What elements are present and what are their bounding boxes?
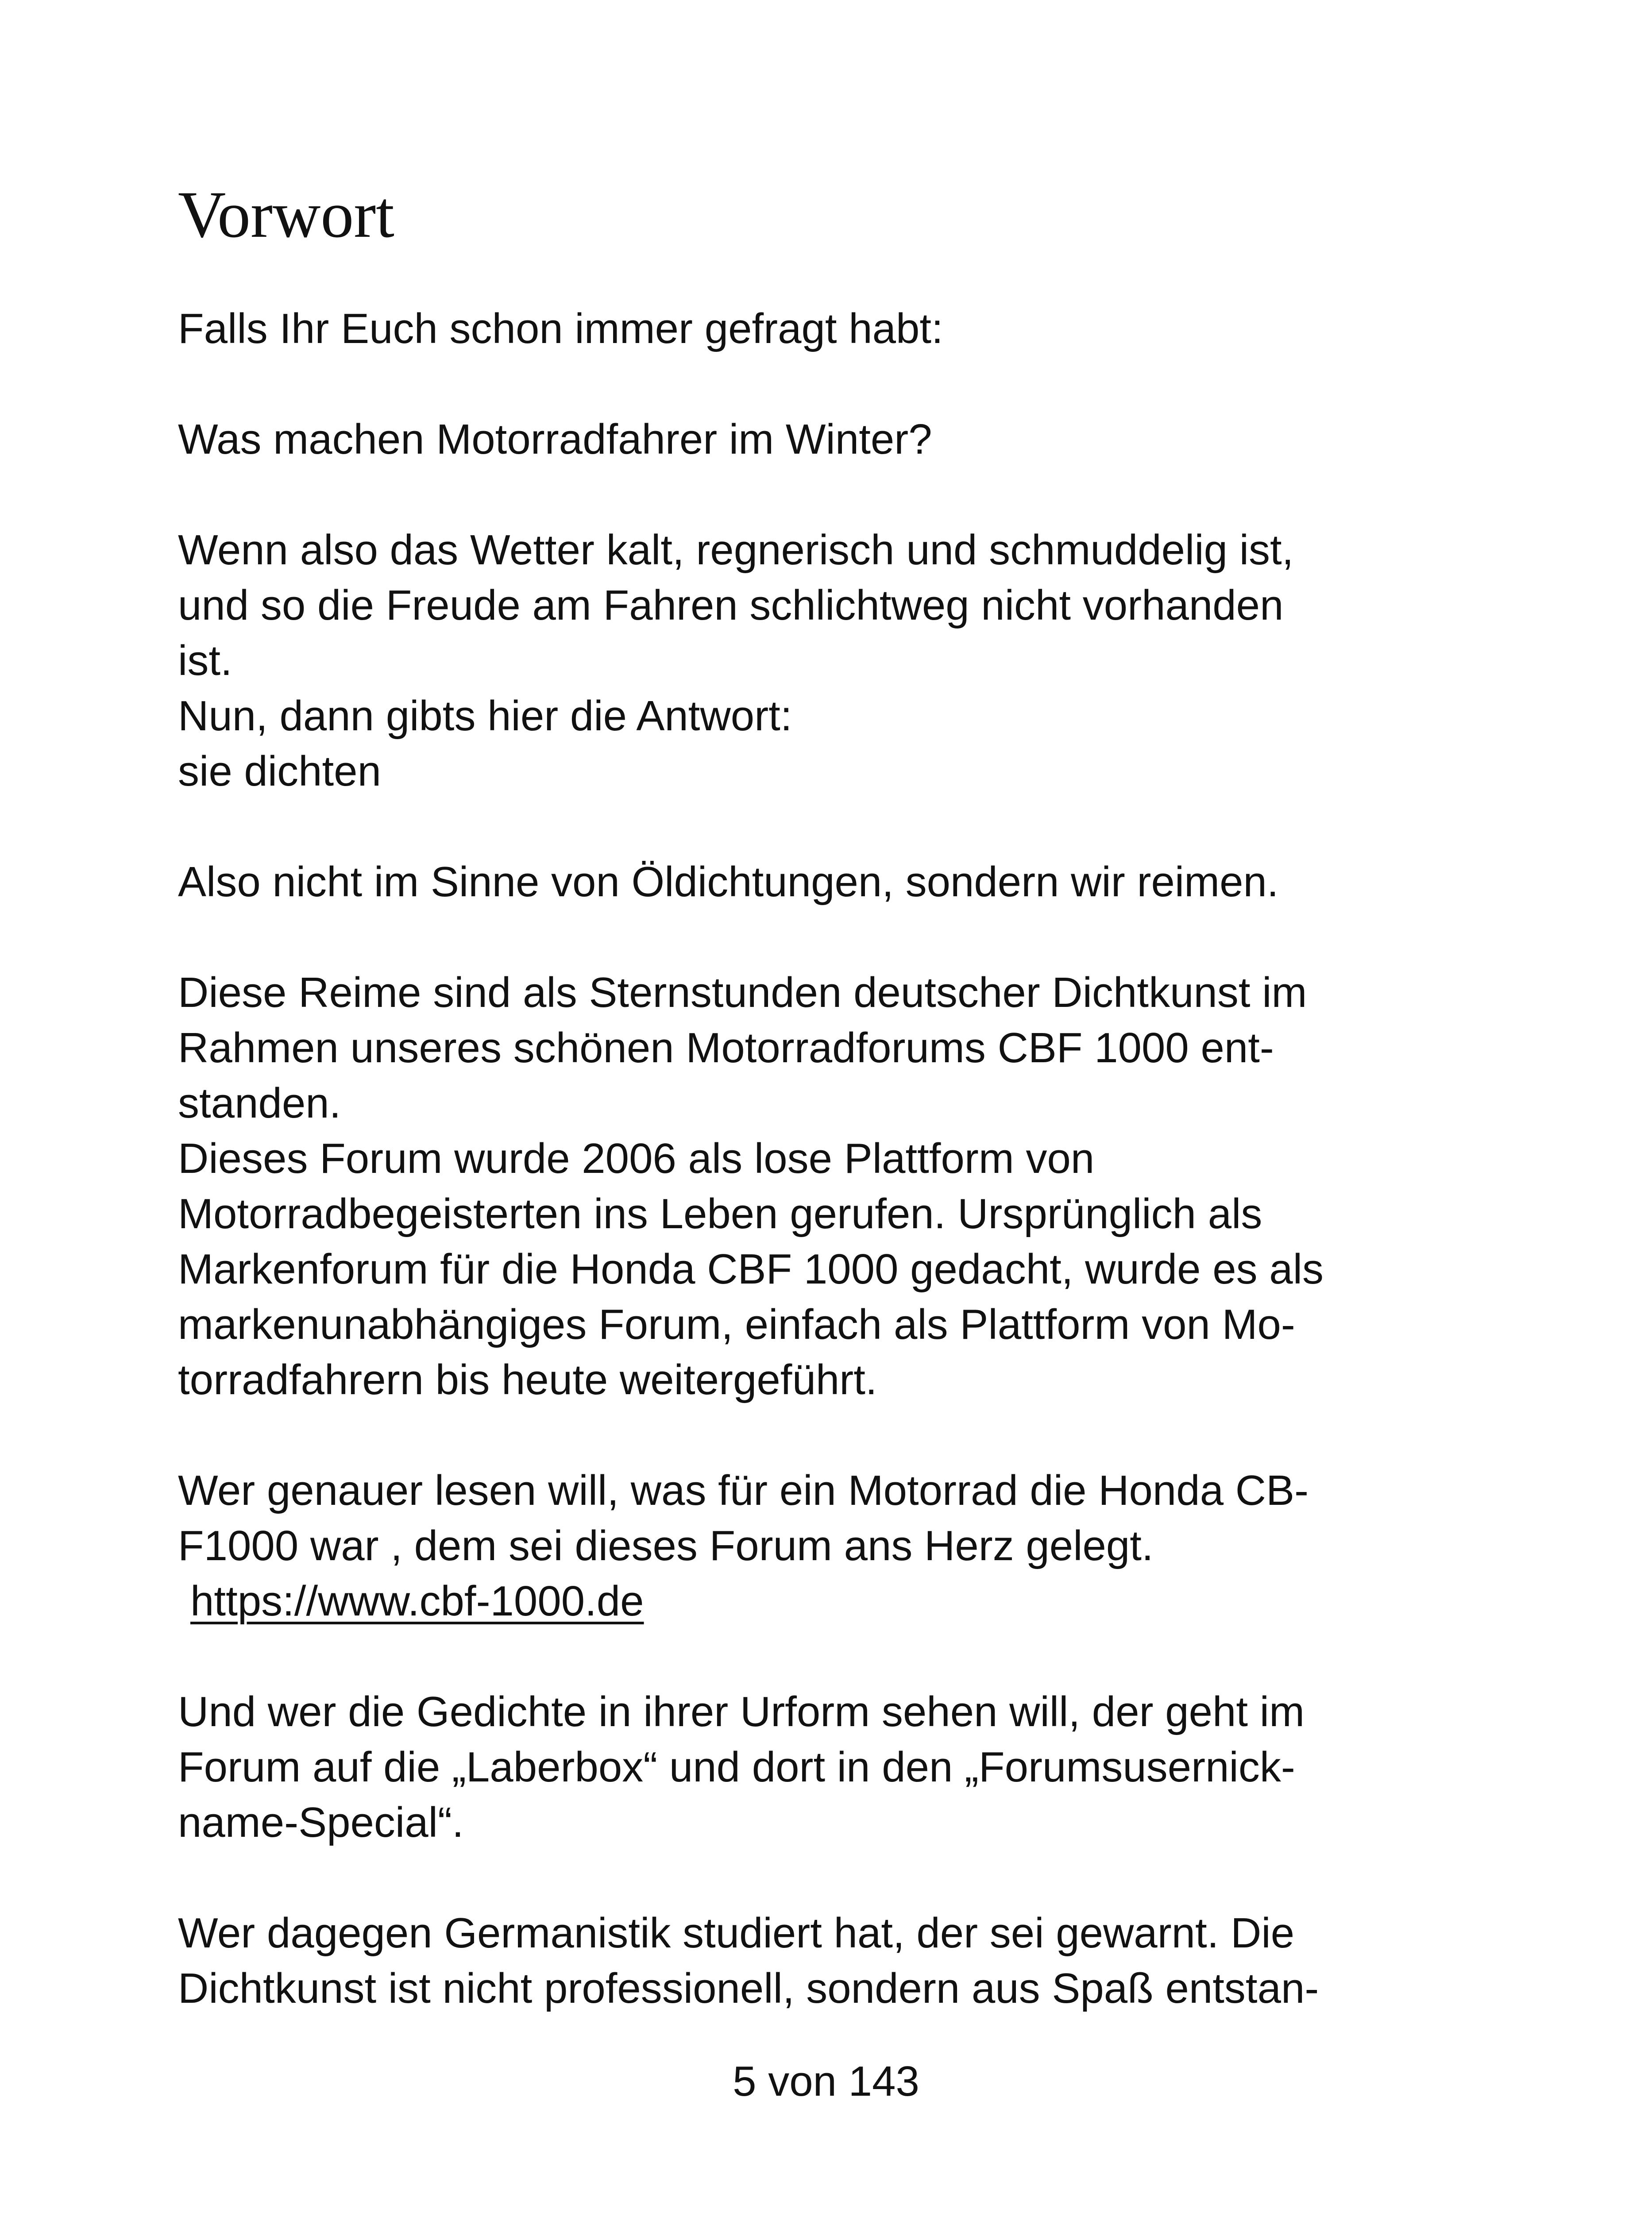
text-line: Was machen Motorradfahrer im Winter?	[178, 416, 932, 463]
text-line: name-Special“.	[178, 1799, 464, 1846]
text-line: Motorradbegeisterten ins Leben gerufen. Ursprünglich als	[178, 1190, 1262, 1238]
link-line	[190, 1573, 644, 1629]
text-line: Nun, dann gibts hier die Antwort:	[178, 692, 792, 740]
forum-link[interactable]: https://www.cbf-1000.de	[190, 1577, 644, 1625]
text-line: Also nicht im Sinne von Öldichtungen, sondern wir reimen.	[178, 858, 1279, 906]
text-line: Rahmen unseres schönen Motorradforums CBF 1000 ent-	[178, 1024, 1274, 1072]
text-line: F1000 war , dem sei dieses Forum ans Herz gelegt.	[178, 1522, 1154, 1569]
text-line: Falls Ihr Euch schon immer gefragt habt:	[178, 305, 943, 352]
text-line: sie dichten	[178, 748, 381, 795]
page-number: 5 von 143	[733, 2058, 919, 2105]
text-line: ist.	[178, 637, 232, 684]
text-line: Diese Reime sind als Sternstunden deutscher Dichtkunst im	[178, 969, 1307, 1016]
text-line: Wer dagegen Germanistik studiert hat, der sei gewarnt. Die	[178, 1909, 1295, 1957]
text-line: Wer genauer lesen will, was für ein Motorrad die Honda CB-	[178, 1467, 1309, 1514]
page-title: Vorwort	[178, 178, 394, 251]
text-line: und so die Freude am Fahren schlichtweg nicht vorhanden	[178, 582, 1284, 629]
text-line: Dichtkunst ist nicht professionell, sondern aus Spaß entstan-	[178, 1965, 1319, 2012]
text-line: Forum auf die „Laberbox“ und dort in den „Forumsusernick-	[178, 1743, 1295, 1791]
text-line: Markenforum für die Honda CBF 1000 gedacht, wurde es als	[178, 1245, 1324, 1293]
text-line: Dieses Forum wurde 2006 als lose Plattform von	[178, 1135, 1095, 1182]
text-line: standen.	[178, 1080, 341, 1127]
text-line: Wenn also das Wetter kalt, regnerisch und schmuddelig ist,	[178, 526, 1294, 574]
text-line: markenunabhängiges Forum, einfach als Plattform von Mo-	[178, 1301, 1295, 1348]
text-line: Und wer die Gedichte in ihrer Urform sehen will, der geht im	[178, 1688, 1305, 1735]
text-line: torradfahrern bis heute weitergeführt.	[178, 1356, 877, 1403]
